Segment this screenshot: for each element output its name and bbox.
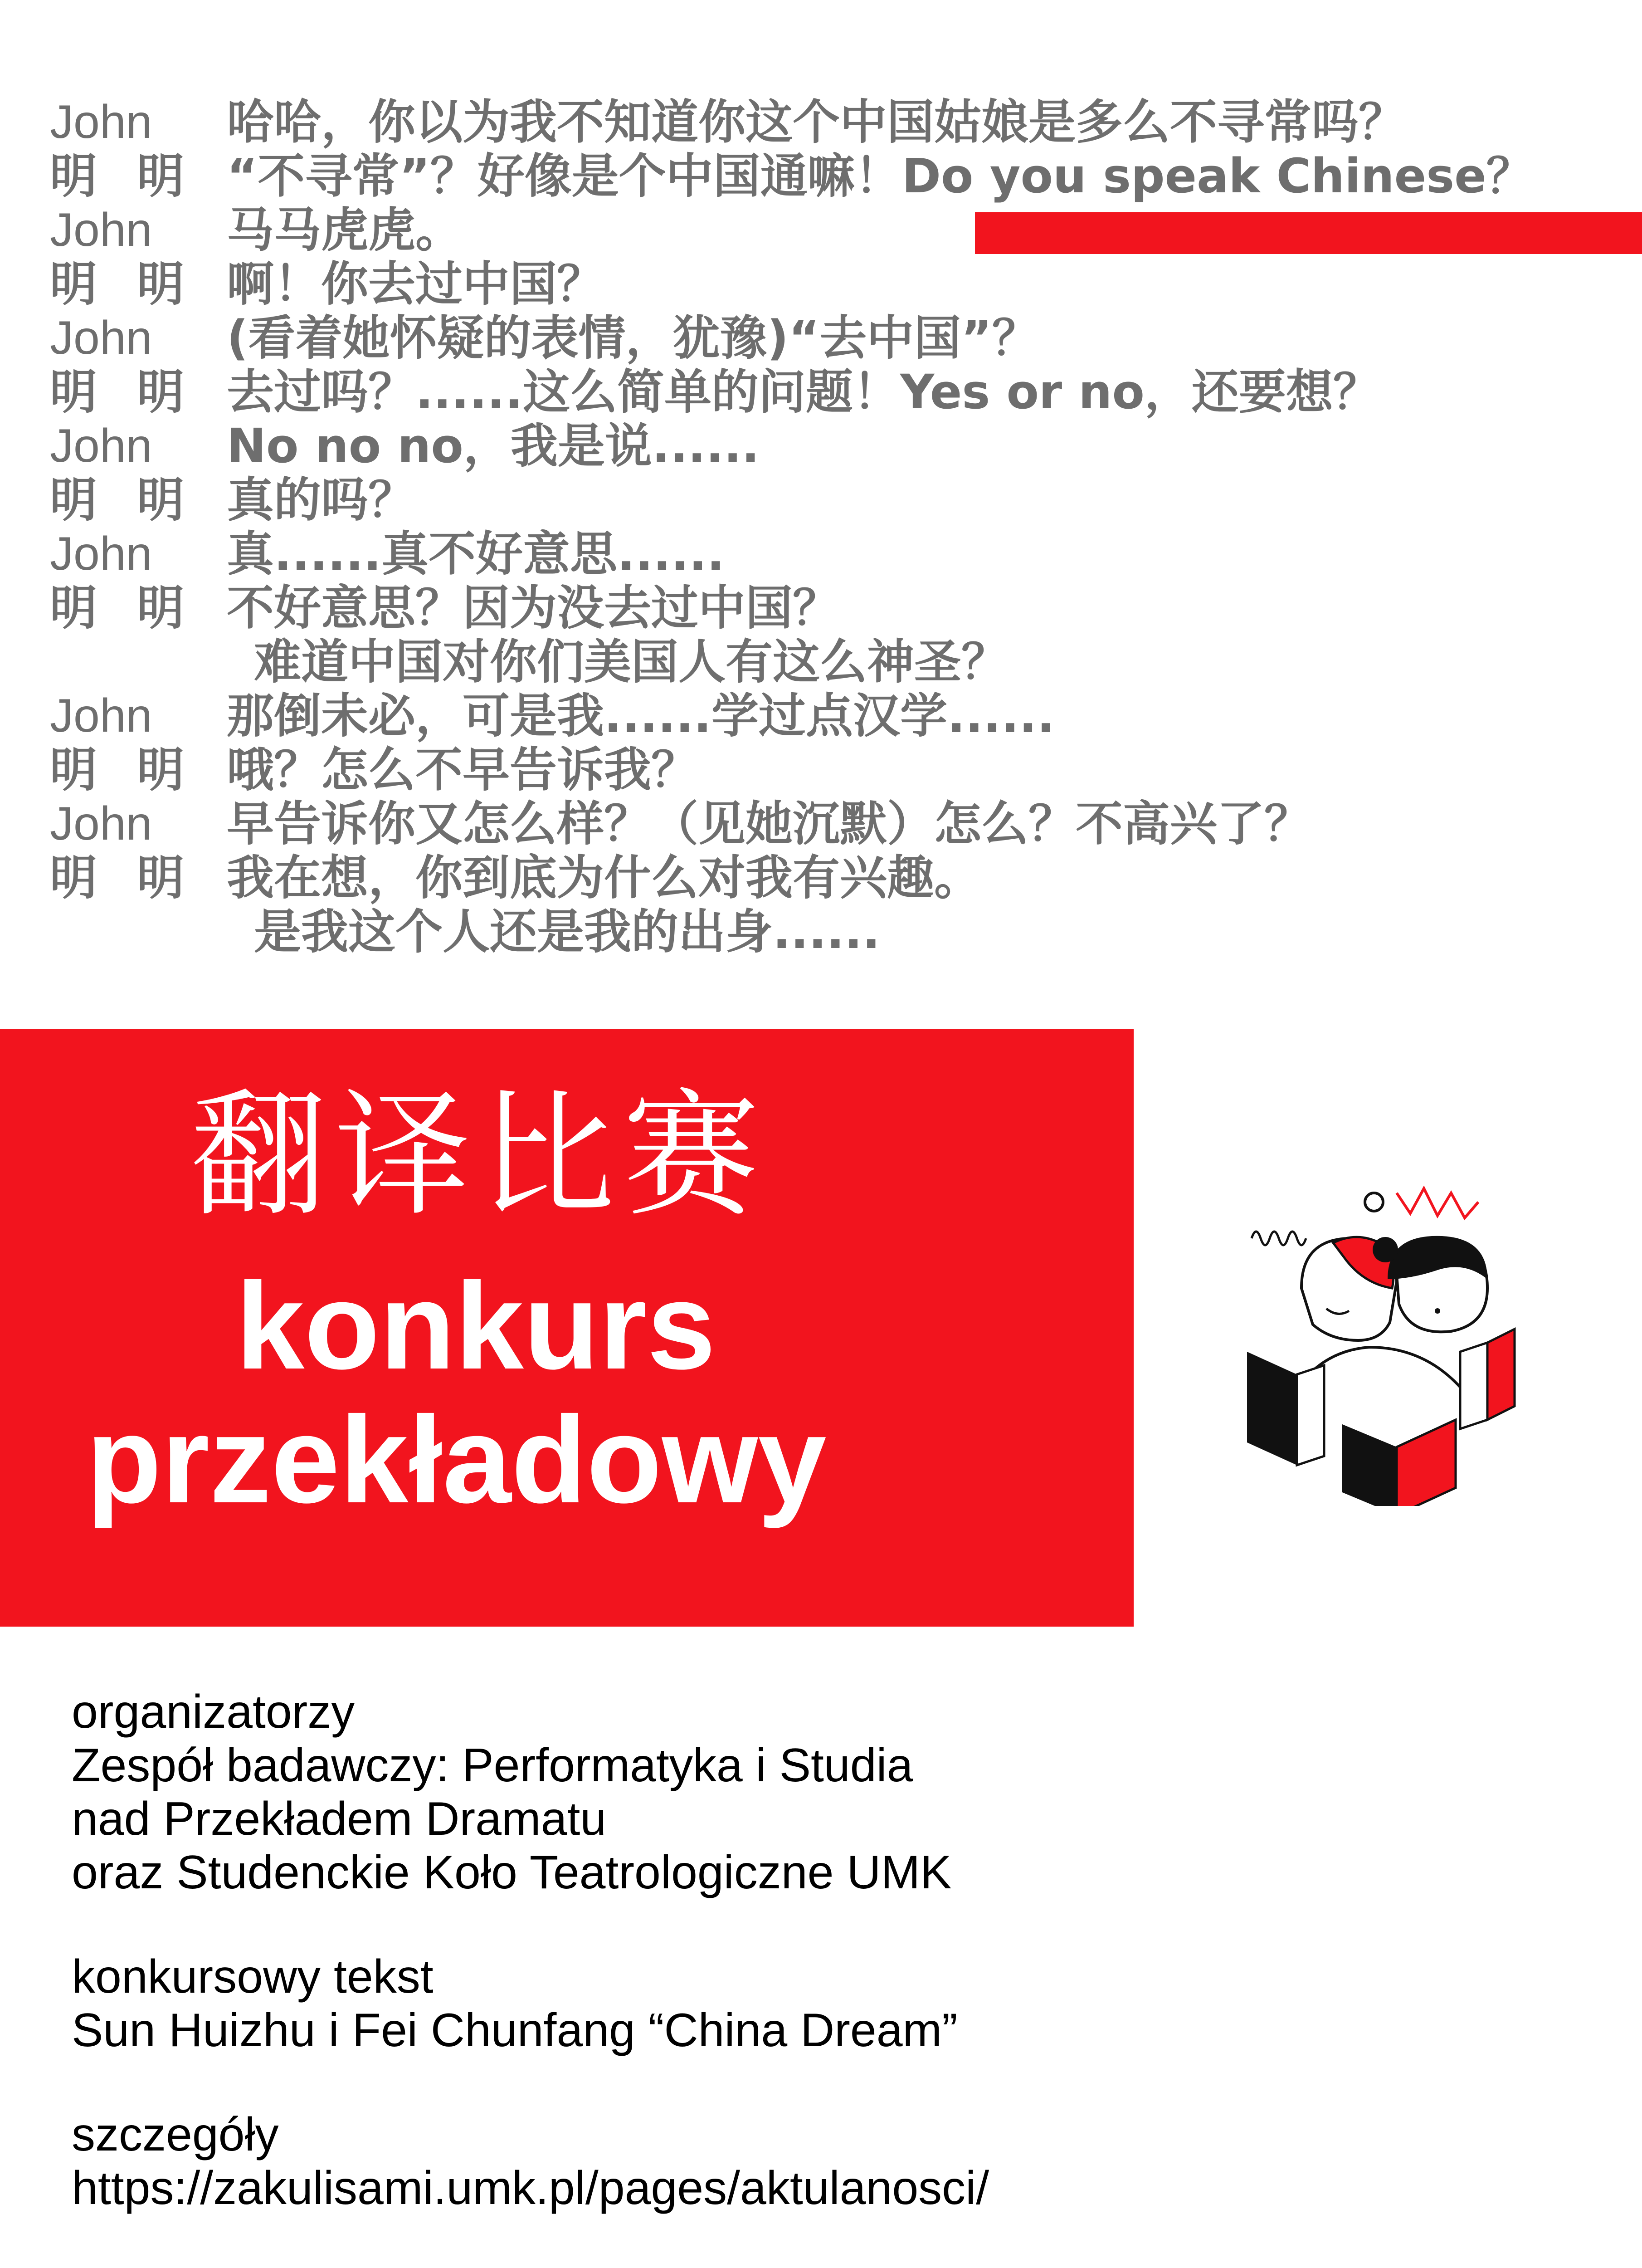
- right-book: [1487, 1329, 1515, 1420]
- speaker-name: John: [50, 312, 152, 364]
- dialogue-text: 不好意思？因为没去过中国？: [227, 580, 840, 635]
- speaker-name: 明 明: [50, 850, 196, 905]
- speaker-name: John: [50, 689, 152, 742]
- dialogue-text: “不寻常”？好像是个中国通嘛！Do you speak Chinese？: [227, 148, 1534, 204]
- dialogue-line: [50, 743, 1583, 797]
- squiggle-decoration: [1252, 1232, 1306, 1245]
- right-hair-bun: [1373, 1237, 1398, 1262]
- speaker-name: 明 明: [50, 472, 196, 528]
- dialogue-text: 难道中国对你们美国人有这么神圣？: [254, 634, 1009, 689]
- circle-decoration: [1365, 1193, 1383, 1211]
- details-label: szczegóły: [72, 2108, 279, 2161]
- dialogue-line: [50, 311, 1583, 365]
- left-book: [1247, 1352, 1297, 1465]
- spacer: [72, 2057, 1432, 2108]
- speaker-name: 明 明: [50, 148, 196, 204]
- left-book-page: [1297, 1365, 1324, 1465]
- details-url[interactable]: https://zakulisami.umk.pl/pages/aktulanosci/: [72, 2162, 989, 2214]
- contest-info: [72, 1685, 1432, 2215]
- speaker-name: John: [50, 797, 152, 850]
- right-book-back: [1460, 1343, 1487, 1429]
- speaker-name: 明 明: [50, 364, 196, 420]
- speaker-name: 明 明: [50, 256, 196, 312]
- dialogue-text: (看着她怀疑的表情，犹豫)“去中国”？: [227, 310, 1039, 366]
- dialogue-line: [50, 365, 1583, 419]
- dialogue-line: [50, 635, 1583, 689]
- speaker-name: 明 明: [50, 580, 196, 635]
- center-book-left: [1342, 1424, 1397, 1506]
- readers-illustration: [1224, 1170, 1551, 1506]
- dialogue-text: 那倒未必，可是我......学过点汉学......: [227, 688, 1055, 743]
- dialogue-text: 马马虎虎。: [227, 202, 463, 258]
- dialogue-text: 哦？怎么不早告诉我？: [227, 742, 699, 797]
- dialogue-text: 是我这个人还是我的出身......: [254, 904, 881, 959]
- zigzag-decoration: [1397, 1188, 1478, 1218]
- dialogue-line: [50, 689, 1583, 743]
- organizers-line: Zespół badawczy: Performatyka i Studia: [72, 1739, 913, 1792]
- dialogue-text: 真......真不好意思......: [227, 526, 725, 582]
- center-book-right: [1397, 1420, 1456, 1506]
- text-value: Sun Huizhu i Fei Chunfang “China Dream”: [72, 2004, 958, 2057]
- dialogue-text: No no no，我是说......: [227, 418, 760, 474]
- dialogue-line: [50, 149, 1583, 203]
- dialogue-line: [50, 797, 1583, 851]
- dialogue-text: 真的吗？: [227, 472, 416, 528]
- red-accent-strip: [975, 212, 1642, 254]
- speaker-name: John: [50, 420, 152, 472]
- dialogue-text: 早告诉你又怎么样？（见她沉默）怎么？不高兴了？: [227, 796, 1312, 851]
- text-label: konkursowy tekst: [72, 1950, 434, 2003]
- title-chinese: 翻译比赛: [190, 1076, 767, 1235]
- dialogue-text: 哈哈，你以为我不知道你这个中国姑娘是多么不寻常吗？: [227, 94, 1406, 150]
- speaker-name: John: [50, 528, 152, 580]
- dialogue-line: [50, 257, 1583, 311]
- dialogue-line: [50, 419, 1583, 473]
- organizers-line: nad Przekładem Dramatu: [72, 1793, 607, 1845]
- dialogue-line: [50, 905, 1583, 959]
- title-banner: [0, 1029, 1134, 1627]
- title-polish-line-1: konkurs: [236, 1257, 716, 1395]
- dialogue-line: [50, 851, 1583, 905]
- dialogue-line: [50, 527, 1583, 581]
- dialogue-text: 啊！你去过中国？: [227, 256, 604, 312]
- right-eye: [1435, 1308, 1440, 1314]
- organizers-line: oraz Studenckie Koło Teatrologiczne UMK: [72, 1846, 952, 1899]
- title-polish-line-2: przekładowy: [86, 1391, 827, 1529]
- speaker-name: John: [50, 204, 152, 256]
- dialogue-text: 我在想，你到底为什么对我有兴趣。: [227, 850, 982, 905]
- organizers-label: organizatorzy: [72, 1686, 355, 1738]
- speaker-name: 明 明: [50, 742, 196, 797]
- speaker-name: John: [50, 96, 152, 148]
- dialogue-line: [50, 473, 1583, 527]
- dialogue-line: [50, 95, 1583, 149]
- dialogue-text: 去过吗？......这么简单的问题！Yes or no，还要想？: [227, 364, 1380, 420]
- dialogue-line: [50, 581, 1583, 635]
- spacer: [72, 1899, 1432, 1950]
